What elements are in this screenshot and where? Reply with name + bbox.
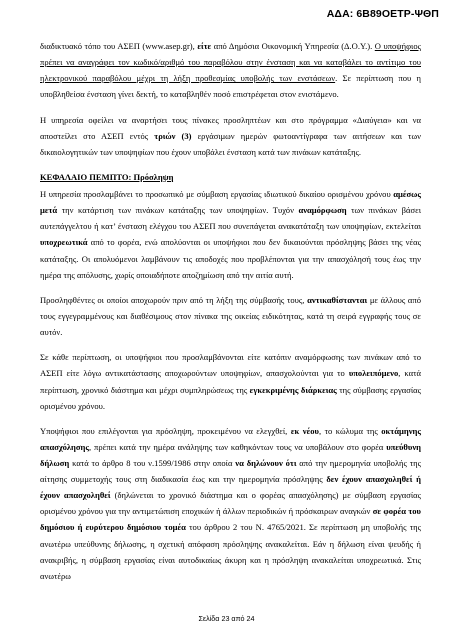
paragraph-replacement: Προσληφθέντες οι οποίοι αποχωρούν πριν από τη λήξη της σύμβασής τους, αντικαθίστανται με άλλους από τους εγγεγραμμένους και διαθέσιμους στον πίνακα της οικείας ειδικότητας, κατά τη σειρά εγγραφής τους σε αυτόν. [40, 294, 421, 338]
paragraph-hiring: Η υπηρεσία προσλαμβάνει το προσωπικό με σύμβαση εργασίας ιδιωτικού δικαίου ορισμένου χρόνου αμέσως μετά την κατάρτιση των πινάκων κατάταξης των υποψηφίων. Τυχόν αναμόρφωση των πινάκων βάσει αυτεπάγγελτου ή κατ’ ένσταση ελέγχου του ΑΣΕΠ που συνεπάγεται ανακατάταξη των υποψηφίων, εκτελείται υποχρεωτικά από το φορέα, ενώ απολύονται οι υποψήφιοι που δεν δικαιούνται πρόσληψης βάσει της νέας κατάταξης. Οι απολυόμενοι λαμβάνουν τις αποδοχές που προβλέπονται για την απασχόλησή τους έως την ημέρα της απόλυσης, χωρίς οποιαδήποτε αποζημίωση από την αιτία αυτή. [40, 189, 421, 280]
underlined-requirement: Ο υποψήφιος πρέπει να αναγράφει τον κωδικό/αριθμό του παραβόλου στην ένσταση και να καταβάλει το αντίτιμο του ηλεκτρονικού παραβόλου μέχρι τη λήξη προθεσμίας υποβολής των ενστάσεων [40, 41, 421, 84]
paragraph-declaration: Υποψήφιοι που επιλέγονται για πρόσληψη, προκειμένου να ελεγχθεί, εκ νέου, το κώλυμα της οκτάμηνης απασχόλησης, πρέπει κατά την ημέρα ανάληψης των καθηκόντων τους να υποβάλουν στο φορέα υπεύθυνη δήλωση κατά το άρθρο 8 του ν.1599/1986 στην οποία να δηλώνουν ότι από την ημερομηνία υποβολής της αίτησης συμμετοχής τους στη διαδικασία έως και την ημερομηνία πρόσληψης δεν έχουν απασχοληθεί ή έχουν απασχοληθεί (δηλώνεται το χρονικό διάστημα και ο φορέας απασχόλησης) με σύμβαση εργασίας ορισμένου χρόνου για την αντιμετώπιση εποχικών ή άλλων περιοδικών ή πρόσκαιρων αναγκών σε φορέα του δημόσιου ή ευρύτερου δημόσιου τομέα του άρθρου 2 του Ν. 4765/2021. Σε περίπτωση μη υποβολής της ανωτέρω υπεύθυνης δήλωσης, η σχετική απόφαση πρόσληψης ανακαλείται. Εάν η δήλωση είναι ψευδής ή ανακριβής, η σύμβαση εργασίας είναι αυτοδικαίως άκυρη και η πρόσληψη ανακαλείται υποχρεωτικά. Στις ανωτέρω [40, 425, 422, 581]
document-body [40, 38, 421, 593]
page-number: Σελίδα 23 από 24 [198, 614, 255, 623]
paragraph-posting-tables: Η υπηρεσία οφείλει να αναρτήσει τους πίνακες προσληπτέων και στο πρόγραμμα «Διαύγεια» και να αποστείλει στο ΑΣΕΠ εντός τριών (3) εργάσιμων ημερών φωτοαντίγραφα των αιτήσεων και των δικαιολογητικών των υποψηφίων που έχουν υποβάλει ένσταση κατά των πινάκων κατάταξης. [40, 114, 421, 157]
paragraph-remaining-period: Σε κάθε περίπτωση, οι υποψήφιοι που προσλαμβάνονται είτε κατόπιν αναμόρφωσης των πινάκων από το ΑΣΕΠ είτε λόγω αντικατάστασης αποχωρούντων υποψηφίων, απασχολούνται για το υπολειπόμενο, κατά περίπτωση, χρονικό διάστημα και μέχρι συμπληρώσεως της εγκεκριμένης διάρκειας της σύμβασης εργασίας ορισμένου χρόνου. [40, 352, 421, 411]
chapter-heading: ΚΕΦΑΛΑΙΟ ΠΕΜΠΤΟ: Πρόσληψη [40, 172, 174, 183]
ada-identifier: ΑΔΑ: 6Β89ΟΕΤΡ-ΨΘΠ [326, 8, 439, 20]
paragraph-objection-fee: διαδικτυακό τόπο του ΑΣΕΠ (www.asep.gr), είτε από Δημόσια Οικονομική Υπηρεσία (Δ.Ο.Υ.). Ο υποψήφιος πρέπει να αναγράφει τον κωδικό/αριθμό του παραβόλου στην ένσταση και να καταβάλει το αντίτιμο του ηλεκτρονικού παραβόλου μέχρι τη λήξη προθεσμίας υποβολής των ενστάσεων. Σε περίπτωση που η υποβληθείσα ένσταση γίνει δεκτή, το καταβληθέν ποσό επιστρέφεται στον ενιστάμενο. [40, 41, 421, 100]
